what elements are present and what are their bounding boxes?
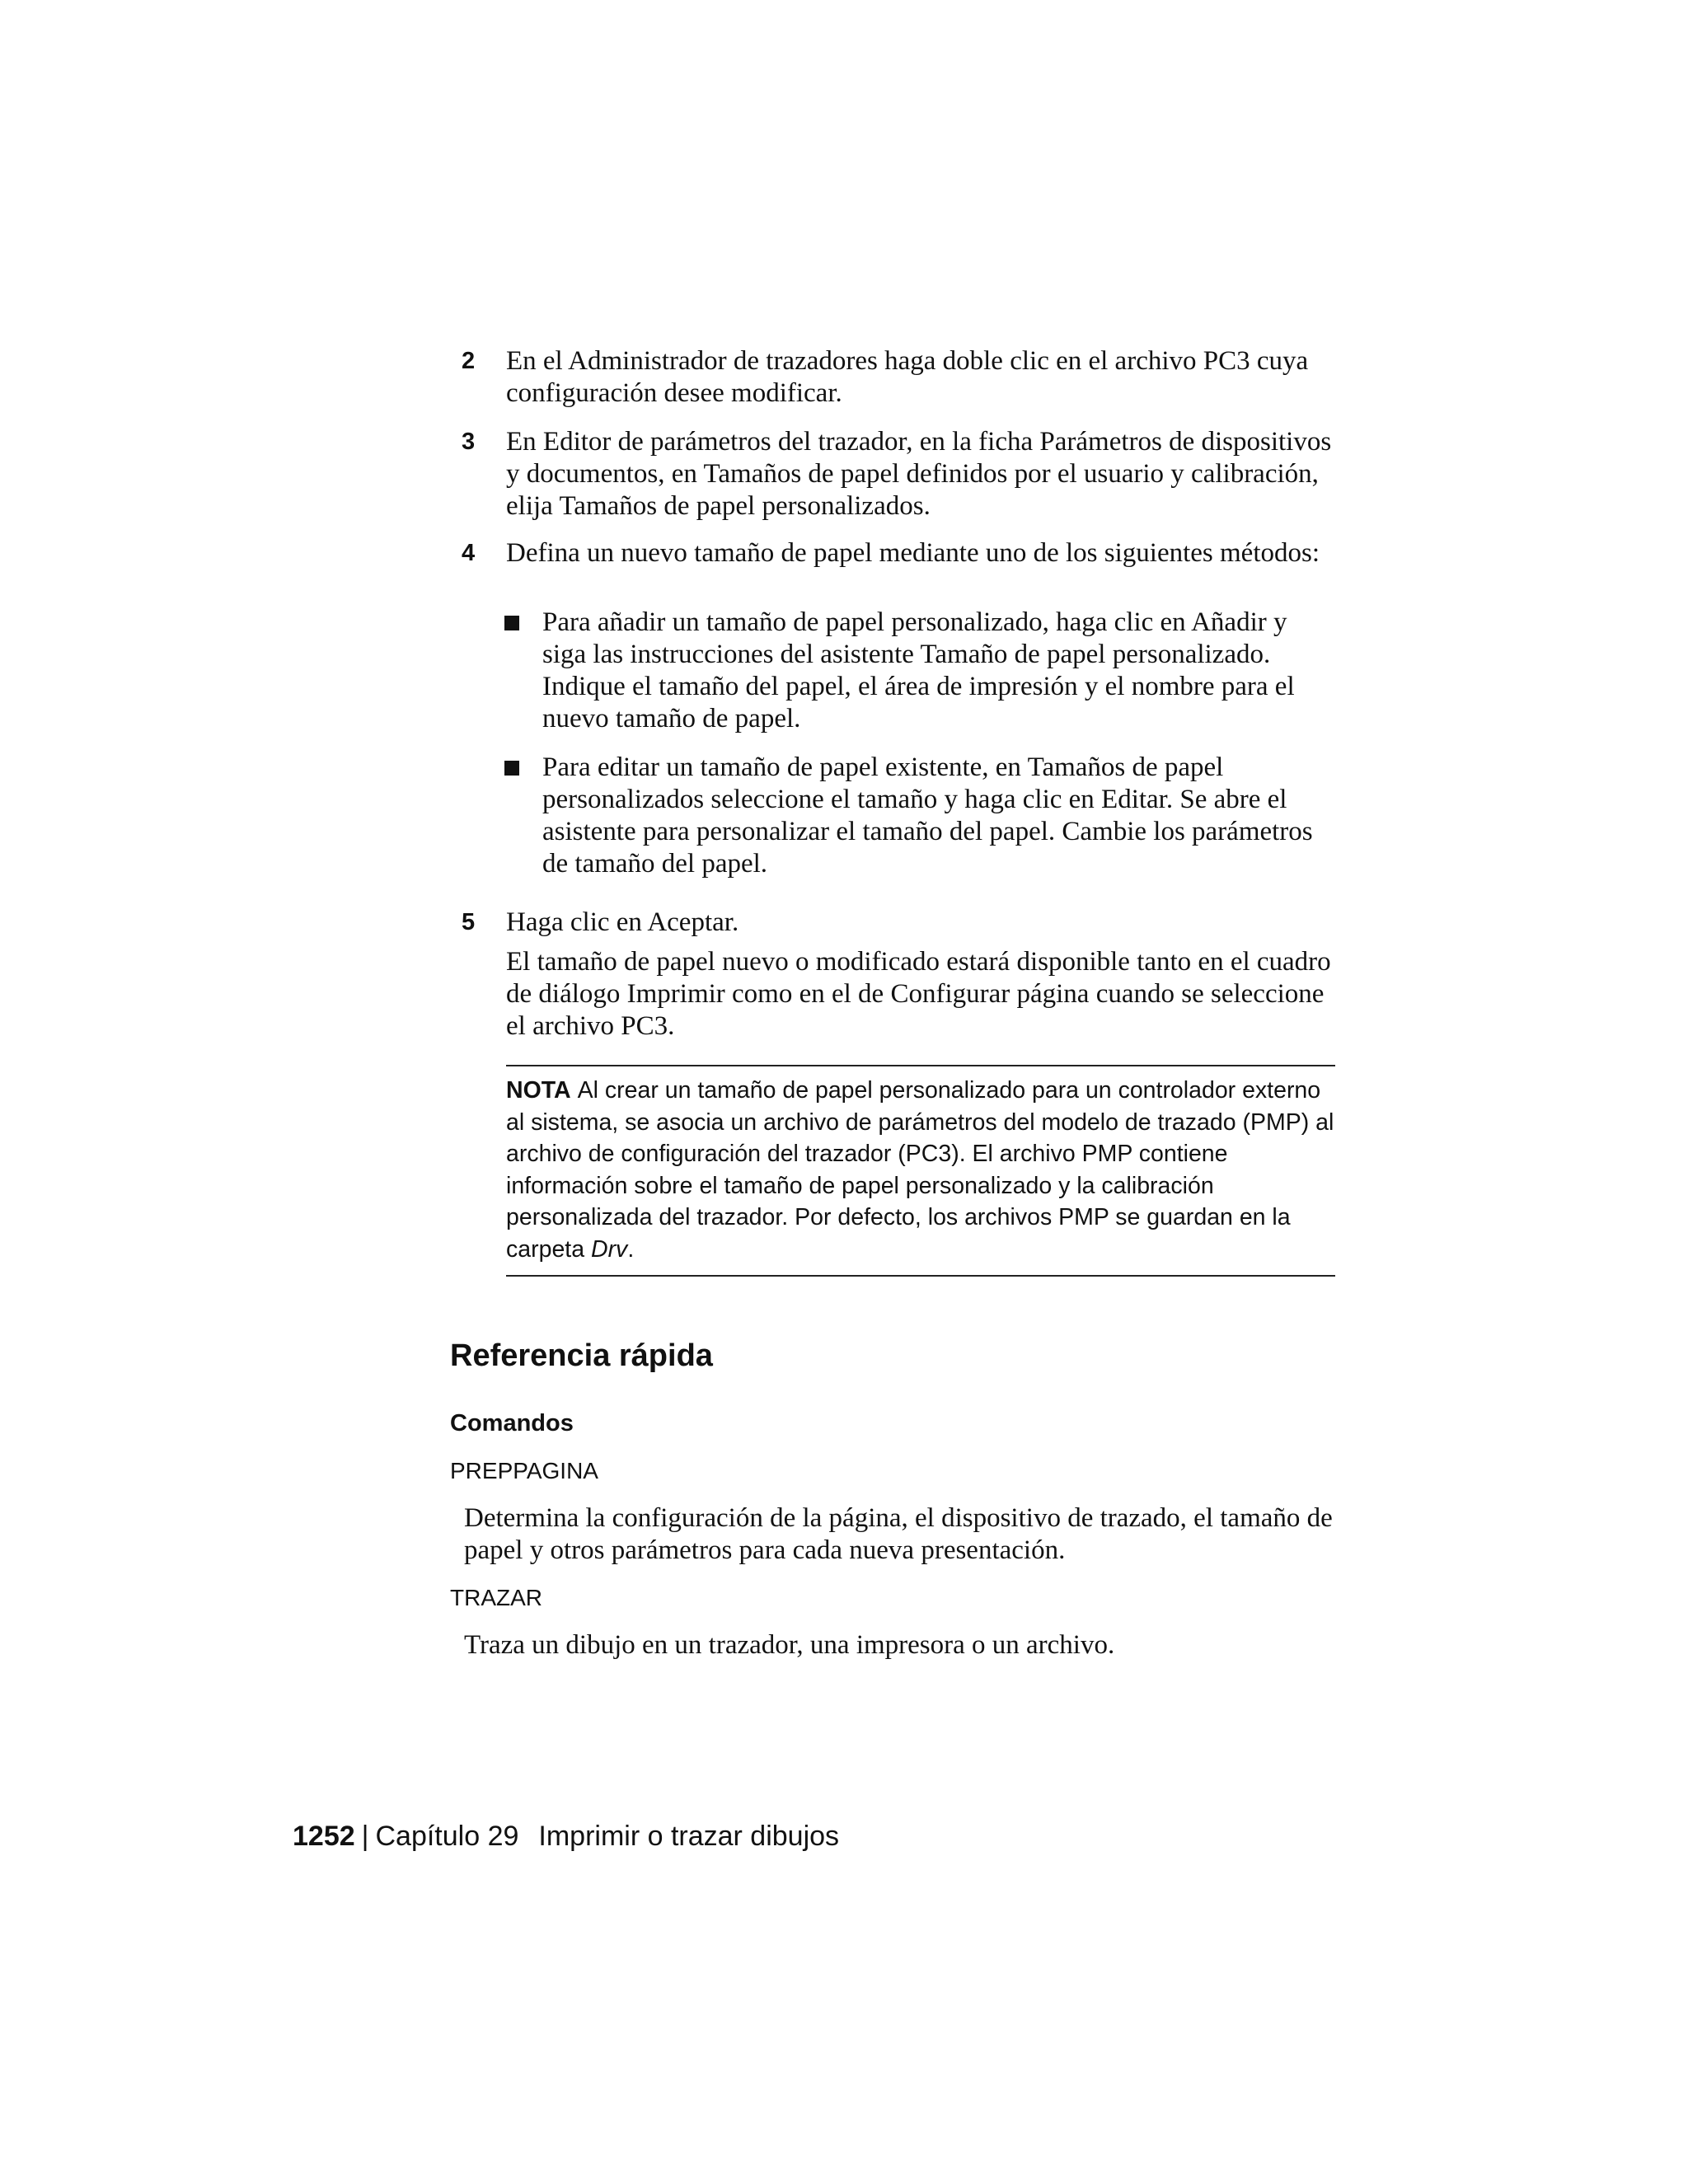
step-number: 4 (462, 540, 476, 566)
note-folder-name: Drv (590, 1235, 628, 1263)
note-box (506, 1065, 1335, 1277)
step-number: 3 (462, 429, 476, 455)
subsection-heading: Comandos (450, 1410, 574, 1436)
command-description: Determina la configuración de la página, el dispositivo de trazado, el tamaño de papel y otros parámetros para cada nueva presentación. (464, 1503, 1333, 1565)
page-footer (293, 1818, 839, 1854)
step-text: Haga clic en Aceptar. (506, 907, 739, 937)
chapter-label: Capítulo 29 (375, 1821, 519, 1852)
chapter-title: Imprimir o trazar dibujos (538, 1821, 840, 1852)
note-text: Al crear un tamaño de papel personalizado para un controlador externo al sistema, se asocia un archivo de parámetros del modelo de trazado (PMP) al archivo de configuración del trazador (PC3). El archivo PMP contiene información sobre el tamaño de papel personalizado y la calibración personalizada del trazador. Por defecto, los archivos PMP se guardan en la carpeta (506, 1077, 1334, 1263)
square-bullet-icon (504, 616, 519, 630)
bullet-text: Para añadir un tamaño de papel personalizado, haga clic en Añadir y siga las instrucciones del asistente Tamaño de papel personalizado. Indique el tamaño del papel, el área de impresión y el nombre para el nuevo tamaño de papel. (542, 607, 1295, 733)
command-name: TRAZAR (450, 1585, 542, 1610)
square-bullet-icon (504, 761, 519, 776)
command-description: Traza un dibujo en un trazador, una impresora o un archivo. (464, 1630, 1115, 1660)
step-3 (462, 426, 1335, 523)
bullet-item (504, 752, 1335, 880)
step-4 (462, 537, 1335, 569)
note-label: NOTA (506, 1077, 571, 1104)
step-2 (462, 345, 1335, 410)
section-heading: Referencia rápida (450, 1338, 713, 1373)
step-number: 2 (462, 348, 476, 374)
step-text: Defina un nuevo tamaño de papel mediante uno de los siguientes métodos: (506, 538, 1320, 568)
command-name: PREPPAGINA (450, 1458, 598, 1483)
step-5-paragraph: El tamaño de papel nuevo o modificado estará disponible tanto en el cuadro de diálogo Imprimir como en el de Configurar página cuando se seleccione el archivo PC3. (506, 947, 1331, 1041)
step-text: En Editor de parámetros del trazador, en la ficha Parámetros de dispositivos y documentos, en Tamaños de papel definidos por el usuario y calibración, elija Tamaños de papel personalizados. (506, 427, 1332, 521)
bullet-text: Para editar un tamaño de papel existente, en Tamaños de papel personalizados seleccione el tamaño y haga clic en Editar. Se abre el asistente para personalizar el tamaño del papel. Cambie los parámetros de tamaño del papel. (542, 752, 1313, 879)
bullet-item (504, 607, 1335, 735)
step-number: 5 (462, 909, 476, 935)
step-text: En el Administrador de trazadores haga doble clic en el archivo PC3 cuya configuración desee modificar. (506, 346, 1309, 408)
footer-separator: | (361, 1821, 369, 1852)
page-number: 1252 (293, 1821, 355, 1852)
note-end: . (627, 1235, 635, 1263)
step-5 (462, 907, 1335, 939)
